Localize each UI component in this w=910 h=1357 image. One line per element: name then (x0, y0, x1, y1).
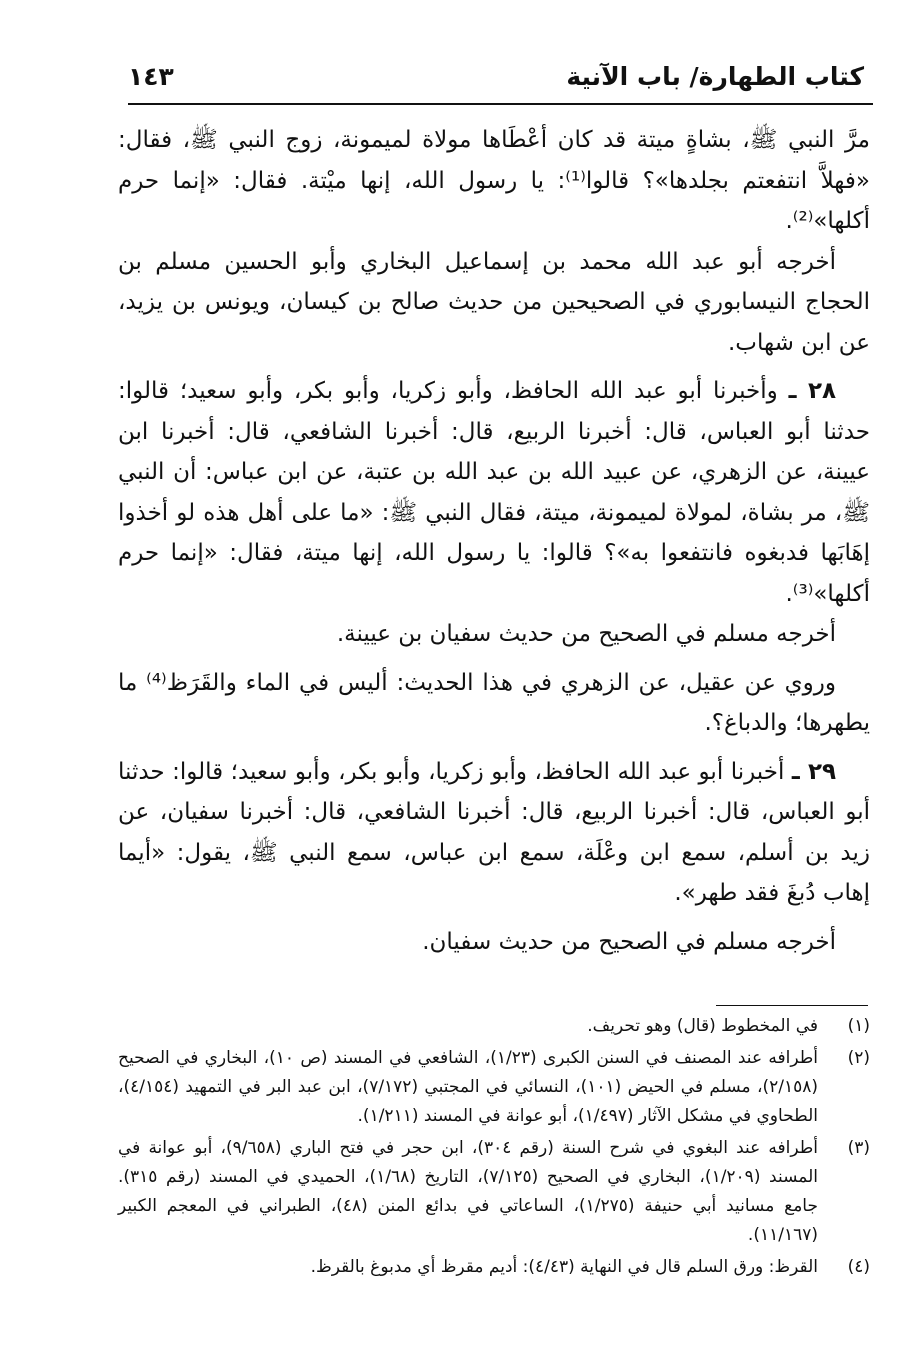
main-text (118, 120, 870, 962)
footnote (118, 1134, 870, 1250)
hadith-number: ٢٩ ـ (791, 758, 837, 785)
footnote-text: أطرافه عند البغوي في شرح السنة (رقم ٣٠٤)، ابن حجر في فتح الباري (٩/٦٥٨)، أبو عوانة في المسند (١/٢٠٩)، البخاري في الصحيح (٧/١٢٥)، التاريخ (١/٦٨)، الحميدي في المسند (رقم ٣١٥). جامع مسانيد أبي حنيفة (١/٢٧٥)، الساعاتي في بدائع المنن (٤٨)، الطبراني في المعجم الكبير (١١/١٦٧). (118, 1138, 819, 1245)
paragraph: أخرجه أبو عبد الله محمد بن إسماعيل البخاري وأبو الحسين مسلم بن الحجاج النيسابوري في الصحيحين من حديث صالح بن كيسان، ويونس بن يزيد، عن ابن شهاب. (118, 248, 870, 356)
footnote-number: (٢) (847, 1048, 870, 1068)
paragraph: وروي عن عقيل، عن الزهري في هذا الحديث: أليس في الماء والقَرَظ⁽⁴⁾ ما يطهرها؛ والدباغ؟. (118, 669, 870, 736)
footnote (118, 1044, 870, 1131)
footnote-text: في المخطوط (قال) وهو تحريف. (587, 1016, 818, 1036)
footnote-text: أطرافه عند المصنف في السنن الكبرى (١/٢٣)، الشافعي في المسند (ص ١٠)، البخاري في الصحيح (٢/١٥٨)، مسلم في الحيض (١٠١)، النسائي في المجتبي (٧/١٧٢)، ابن عبد البر في التمهيد (٤/١٥٤)، الطحاوي في مشكل الآثار (١/٤٩٧)، أبو عوانة في المسند (١/٢١١). (118, 1048, 818, 1126)
footnote-number: (٤) (847, 1257, 870, 1277)
hadith-number: ٢٨ ـ (788, 378, 837, 404)
running-header (128, 56, 870, 100)
footnote-number: (١) (847, 1016, 870, 1036)
footnote-divider (716, 1005, 868, 1006)
hadith-text: أخبرنا أبو عبد الله الحافظ، وأبو زكريا، وأبو بكر، وأبو سعيد؛ قالوا: حدثنا أبو العباس، قال: أخبرنا الربيع، قال: أخبرنا الشافعي، قال: أخبرنا سفيان، عن زيد بن أسلم، سمع ابن وعْلَة، سمع ابن عباس، سمع النبي ﷺ، يقول: «أيما إهاب دُبغَ فقد طهر». (118, 758, 870, 906)
hadith-28 (118, 371, 870, 614)
paragraph: مرَّ النبي ﷺ، بشاةٍ ميتة قد كان أعْطَاها مولاة لميمونة، زوج النبي ﷺ، فقال: «فهلاَّ انتفعتم بجلدها»؟ قالوا⁽¹⁾: يا رسول الله، إنها ميْتة. فقال: «إنما حرم أكلها»⁽²⁾. (118, 127, 870, 234)
page-number: ١٤٣ (128, 62, 174, 91)
paragraph: أخرجه مسلم في الصحيح من حديث سفيان. (422, 928, 836, 955)
hadith-29 (118, 752, 870, 914)
paragraph: أخرجه مسلم في الصحيح من حديث سفيان بن عيينة. (336, 621, 836, 647)
chapter-title: كتاب الطهارة/ باب الآنية (566, 62, 864, 91)
footnote (118, 1012, 870, 1041)
footnotes (118, 1012, 870, 1285)
header-divider (128, 103, 873, 105)
footnote (118, 1253, 870, 1282)
footnote-text: القرظ: ورق السلم قال في النهاية (٤/٤٣): أديم مقرظ أي مدبوغ بالقرظ. (310, 1257, 818, 1277)
hadith-text: وأخبرنا أبو عبد الله الحافظ، وأبو زكريا، وأبو بكر، وأبو سعيد؛ قالوا: حدثنا أبو العباس، قال: أخبرنا الربيع، قال: أخبرنا الشافعي، قال: أخبرنا ابن عيينة، عن الزهري، عن عبيد الله بن عبد الله بن عتبة، عن ابن عباس: أن النبي ﷺ، مر بشاة، لمولاة لميمونة، ميتة، فقال النبي ﷺ: «ما على أهل هذه لو أخذوا إهَابَها فدبغوه فانتفعوا به»؟ قالوا: يا رسول الله، إنها ميتة، فقال: «إنما حرم أكلها»⁽³⁾. (118, 378, 870, 607)
footnote-number: (٣) (847, 1138, 870, 1158)
